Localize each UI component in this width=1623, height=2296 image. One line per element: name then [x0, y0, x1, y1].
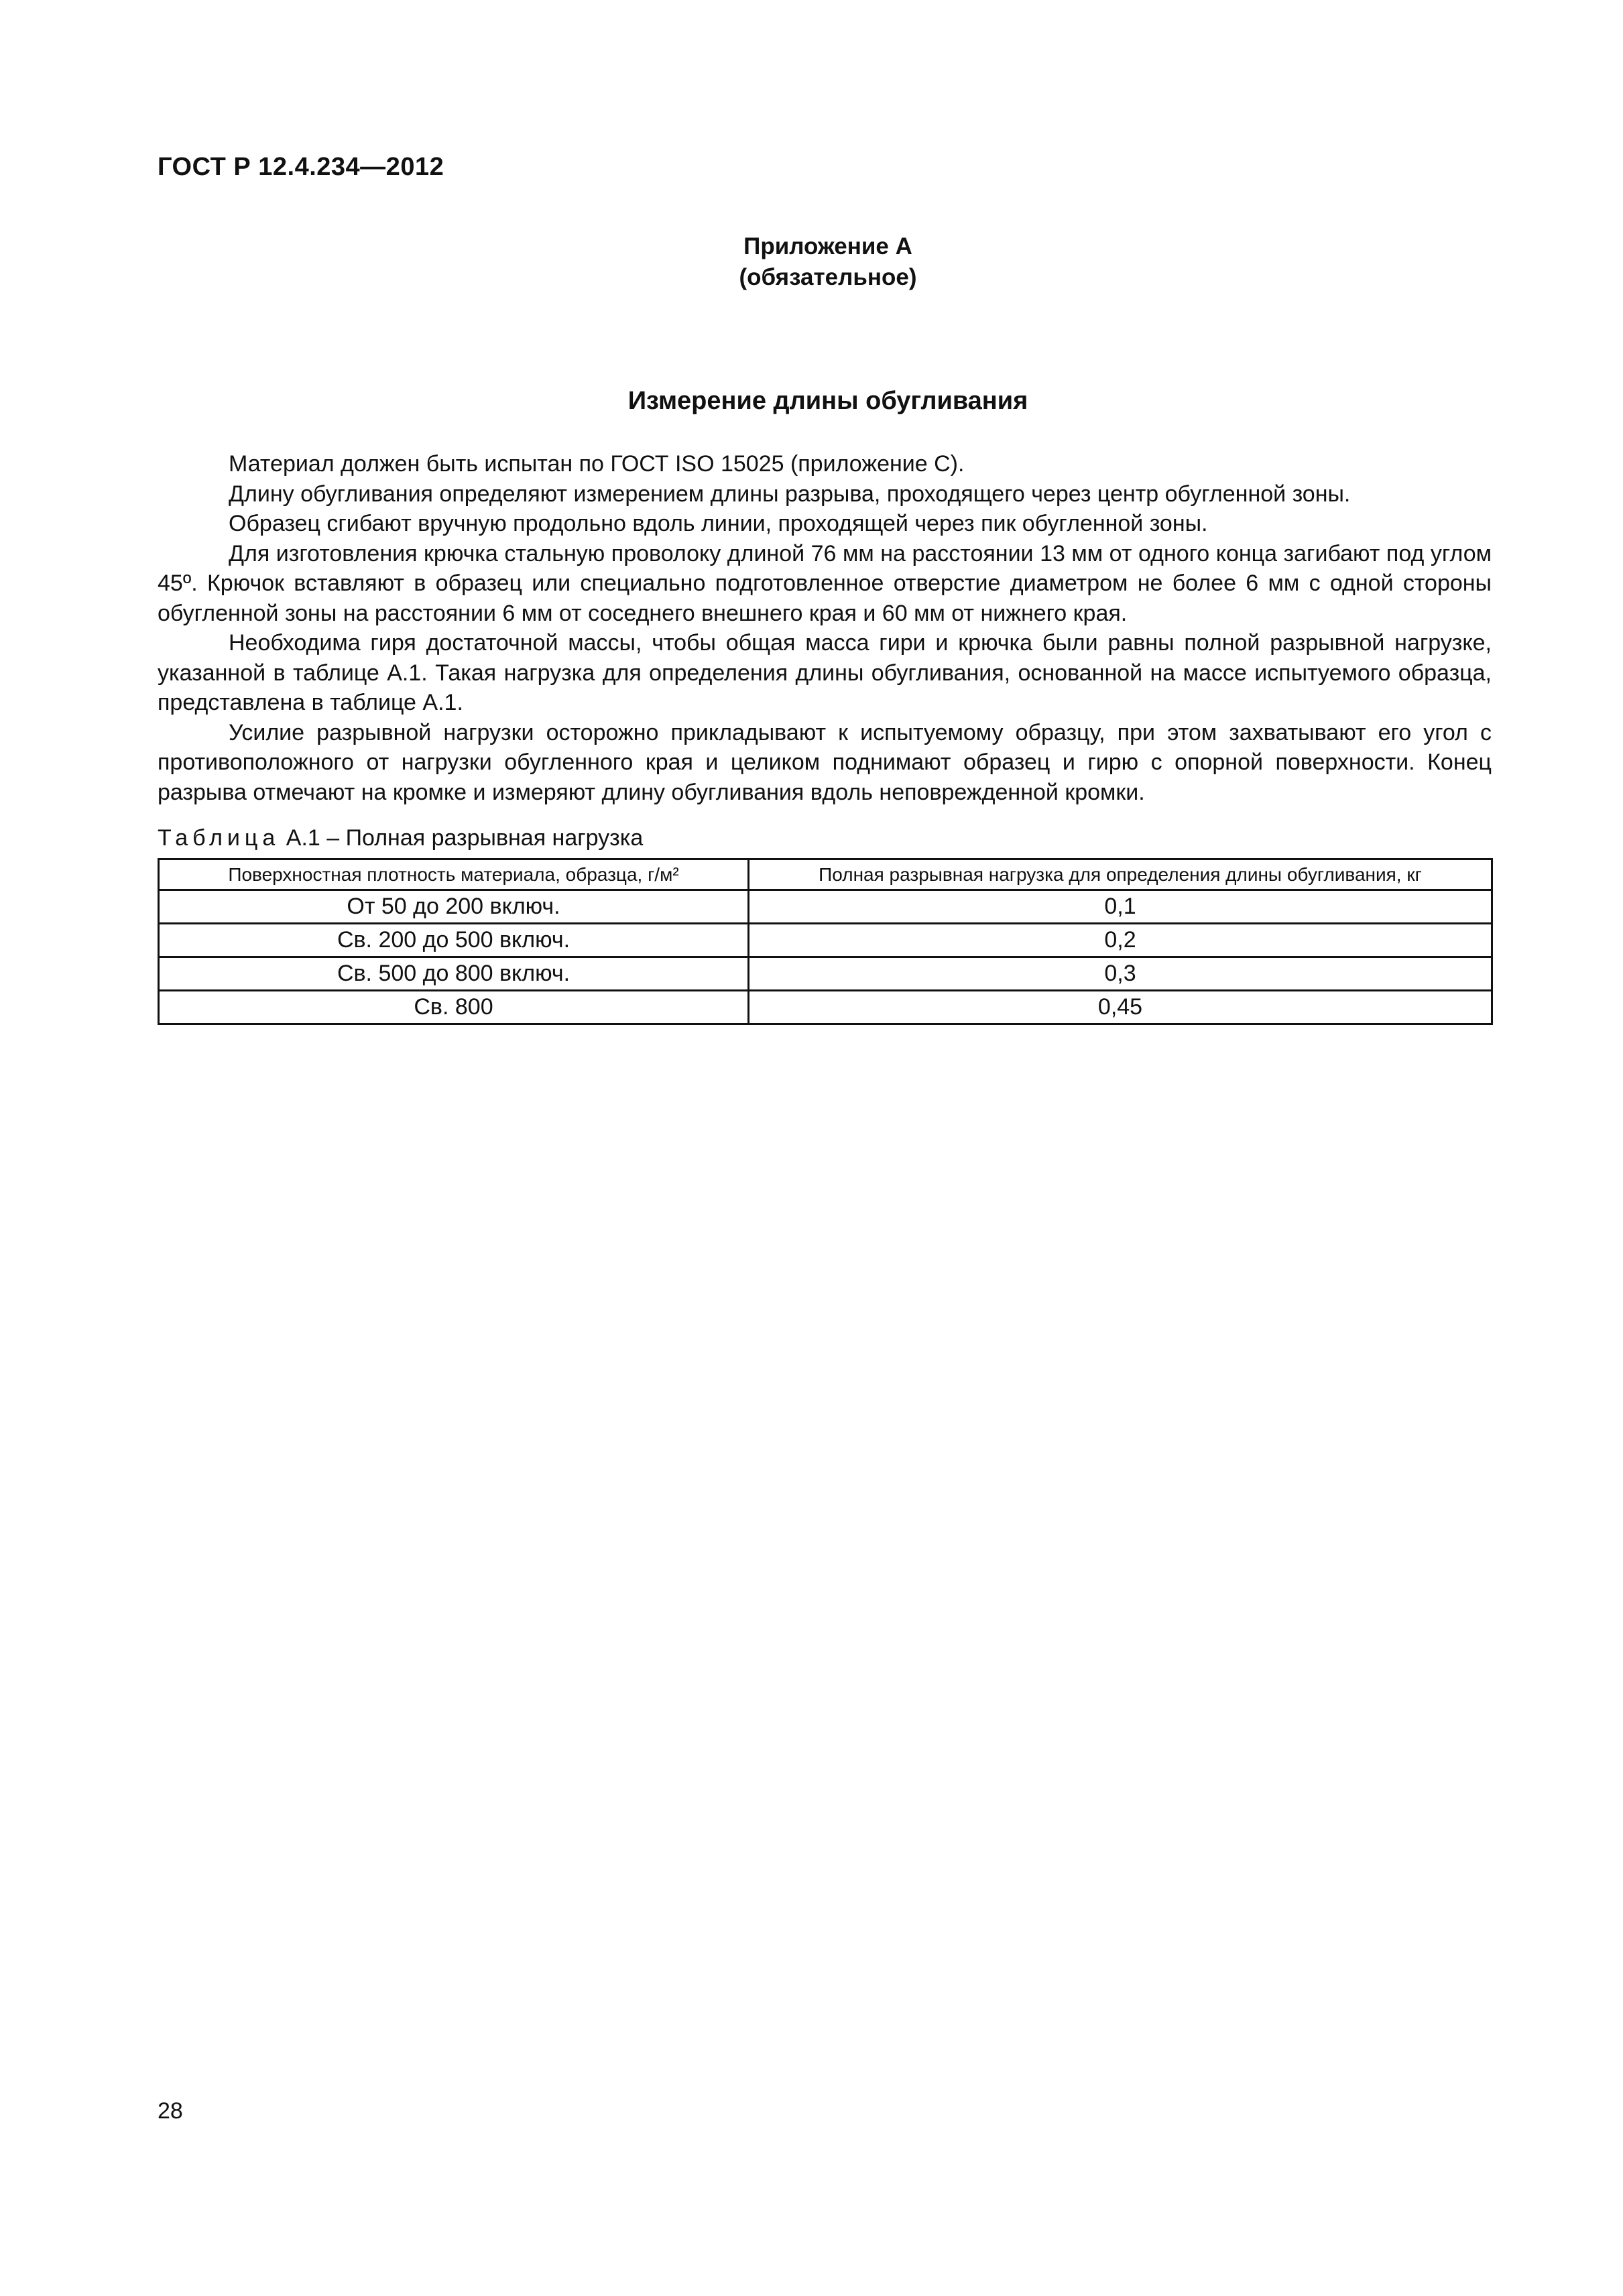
table-cell: 0,2: [749, 924, 1492, 957]
table-caption-label: Таблица: [158, 825, 280, 851]
paragraph: Длину обугливания определяют измерением длины разрыва, проходящего через центр обугленной зоны.: [229, 481, 1351, 507]
paragraph: Материал должен быть испытан по ГОСТ ISO 15025 (приложение С).: [229, 451, 965, 477]
table-cell: Св. 500 до 800 включ.: [159, 957, 749, 991]
table-cell: От 50 до 200 включ.: [159, 890, 749, 924]
table-caption-text: А.1 – Полная разрывная нагрузка: [286, 825, 644, 851]
table-cell: 0,3: [749, 957, 1492, 991]
paragraph: Усилие разрывной нагрузки осторожно прикладывают к испытуемому образцу, при этом захватывают его угол с противоположного от нагрузки обугленного края и целиком поднимают образец и гирю с опорной поверхности. Конец разрыва отмечают на кромке и измеряют длину обугливания вдоль неповрежденной кромки.: [158, 719, 1492, 805]
table-cell: Св. 800: [159, 991, 749, 1024]
table-cell: 0,45: [749, 991, 1492, 1024]
table-header-cell: Полная разрывная нагрузка для определения длины обугливания, кг: [749, 859, 1492, 890]
section-title: Измерение длины обугливания: [627, 387, 1028, 415]
table-row: [159, 957, 1492, 991]
table-caption: [158, 823, 643, 853]
paragraph: Необходима гиря достаточной массы, чтобы общая масса гири и крючка были равны полной разрывной нагрузке, указанной в таблице А.1. Такая нагрузка для определения длины обугливания, основанной на массе испытуемого образца, представлена в таблице А.1.: [158, 630, 1492, 715]
table-header-row: [159, 859, 1492, 890]
document-code: ГОСТ Р 12.4.234—2012: [158, 153, 444, 181]
breaking-load-table: [158, 858, 1493, 1025]
table-row: [159, 991, 1492, 1024]
page-number: 28: [158, 2098, 183, 2124]
table-header-cell: Поверхностная плотность материала, образца, г/м²: [159, 859, 749, 890]
body-text: [158, 449, 1492, 807]
appendix-status: (обязательное): [739, 264, 917, 290]
table-row: [159, 890, 1492, 924]
appendix-title: Приложение А: [743, 233, 912, 259]
table-cell: 0,1: [749, 890, 1492, 924]
paragraph: Образец сгибают вручную продольно вдоль линии, проходящей через пик обугленной зоны.: [229, 511, 1208, 536]
paragraph: Для изготовления крючка стальную проволоку длиной 76 мм на расстоянии 13 мм от одного конца загибают под углом 45º. Крючок вставляют в образец или специально подготовленное отверстие диаметром не более 6 мм с одной стороны обугленной зоны на расстоянии 6 мм от соседнего внешнего края и 60 мм от нижнего края.: [158, 540, 1492, 626]
table-row: [159, 924, 1492, 957]
table-cell: Св. 200 до 500 включ.: [159, 924, 749, 957]
appendix-heading: [0, 231, 1623, 293]
